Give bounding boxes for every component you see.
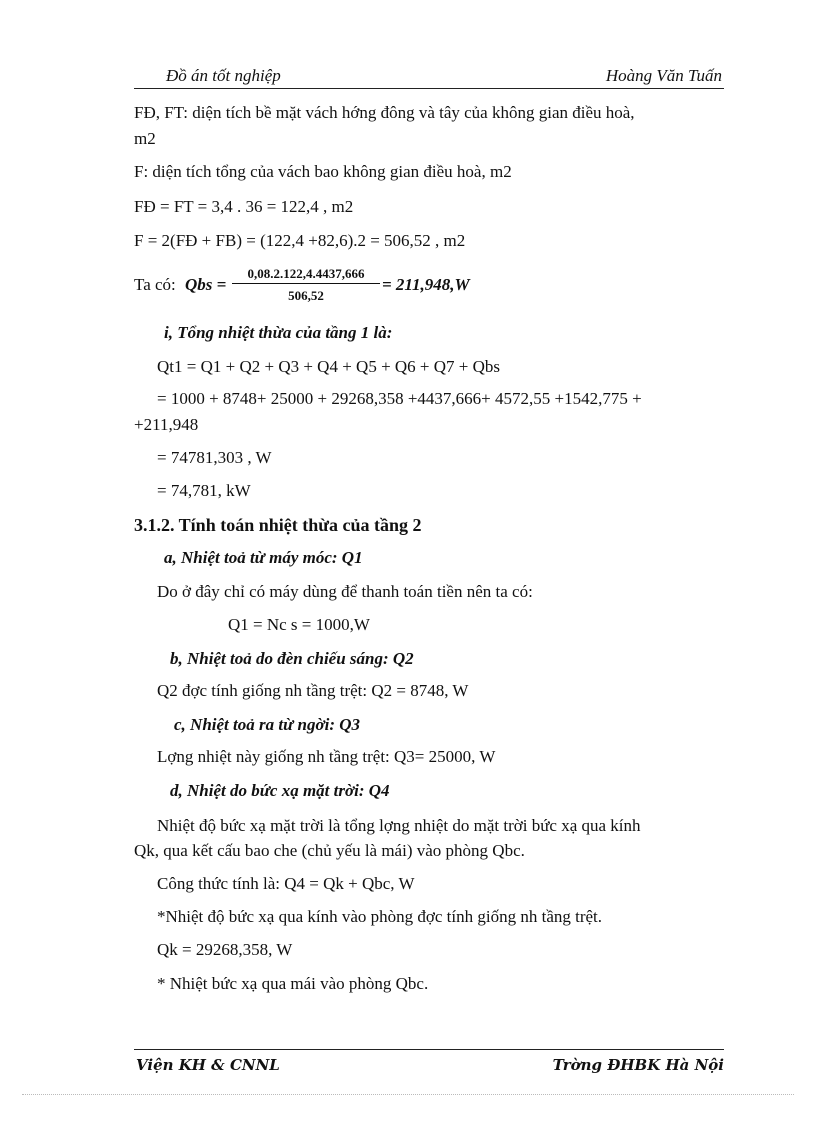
text-line: F: diện tích tổng của vách bao không gian điều hoà, m2	[134, 162, 512, 181]
text-line: FĐ = FT = 3,4 . 36 = 122,4 , m2	[134, 197, 354, 216]
footer-right: Trờng ĐHBK Hà Nội	[552, 1056, 724, 1074]
text-line: Q2 đợc tính giống nh tầng trệt: Q2 = 8748, W	[157, 681, 469, 700]
text-line: m2	[134, 129, 156, 148]
formula-lhs: Qbs =	[185, 275, 227, 294]
header-left: Đồ án tốt nghiệp	[166, 66, 281, 85]
page-edge-divider	[22, 1094, 794, 1095]
text-line: * Nhiệt bức xạ qua mái vào phòng Qbc.	[157, 974, 429, 993]
page-header	[134, 64, 724, 89]
text-line: Qk, qua kết cấu bao che (chủ yếu là mái) vào phòng Qbc.	[134, 841, 525, 860]
text-line: = 74,781, kW	[157, 481, 251, 500]
text-line: = 1000 + 8748+ 25000 + 29268,358 +4437,666+ 4572,55 +1542,775 +	[157, 389, 642, 408]
text-line: F = 2(FĐ + FB) = (122,4 +82,6).2 = 506,52 , m2	[134, 231, 466, 250]
text-line: Nhiệt độ bức xạ mặt trời là tổng lợng nhiệt do mặt trời bức xạ qua kính	[157, 816, 641, 835]
text-line: Công thức tính là: Q4 = Qk + Qbc, W	[157, 874, 415, 893]
text-line: Qt1 = Q1 + Q2 + Q3 + Q4 + Q5 + Q6 + Q7 + Qbs	[157, 357, 501, 376]
text-line: +211,948	[134, 415, 199, 434]
text-line: Qk = 29268,358, W	[157, 940, 293, 959]
footer-left: Viện KH & CNNL	[136, 1056, 280, 1074]
subsection-heading: d, Nhiệt do bức xạ mặt trời: Q4	[170, 781, 390, 800]
formula-denominator: 506,52	[288, 288, 324, 303]
formula-fraction	[232, 266, 380, 306]
subsection-heading: c, Nhiệt toả ra từ ngời: Q3	[174, 715, 361, 734]
subsection-heading: b, Nhiệt toả do đèn chiếu sáng: Q2	[170, 649, 414, 668]
header-right: Hoàng Văn Tuấn	[605, 66, 722, 85]
section-heading: i, Tổng nhiệt thừa của tầng 1 là:	[164, 323, 393, 342]
text-line: Q1 = Nc s = 1000,W	[228, 615, 370, 634]
formula-numerator: 0,08.2.122,4.4437,666	[232, 266, 380, 284]
text-line: Lợng nhiệt này giống nh tầng trệt: Q3= 25000, W	[157, 747, 496, 766]
text-line: Do ở đây chỉ có máy dùng để thanh toán tiền nên ta có:	[157, 582, 533, 601]
text-line: FĐ, FT: diện tích bề mặt vách hớng đông và tây của không gian điều hoà,	[134, 103, 635, 122]
formula-rhs: = 211,948,W	[382, 275, 470, 294]
page-footer	[134, 1049, 724, 1080]
text-line: = 74781,303 , W	[157, 448, 272, 467]
text-line: *Nhiệt độ bức xạ qua kính vào phòng đợc tính giống nh tầng trệt.	[157, 907, 603, 926]
formula-prefix: Ta có:	[134, 275, 176, 294]
subsection-heading: a, Nhiệt toả từ máy móc: Q1	[164, 548, 363, 567]
section-heading: 3.1.2. Tính toán nhiệt thừa của tầng 2	[134, 515, 422, 535]
